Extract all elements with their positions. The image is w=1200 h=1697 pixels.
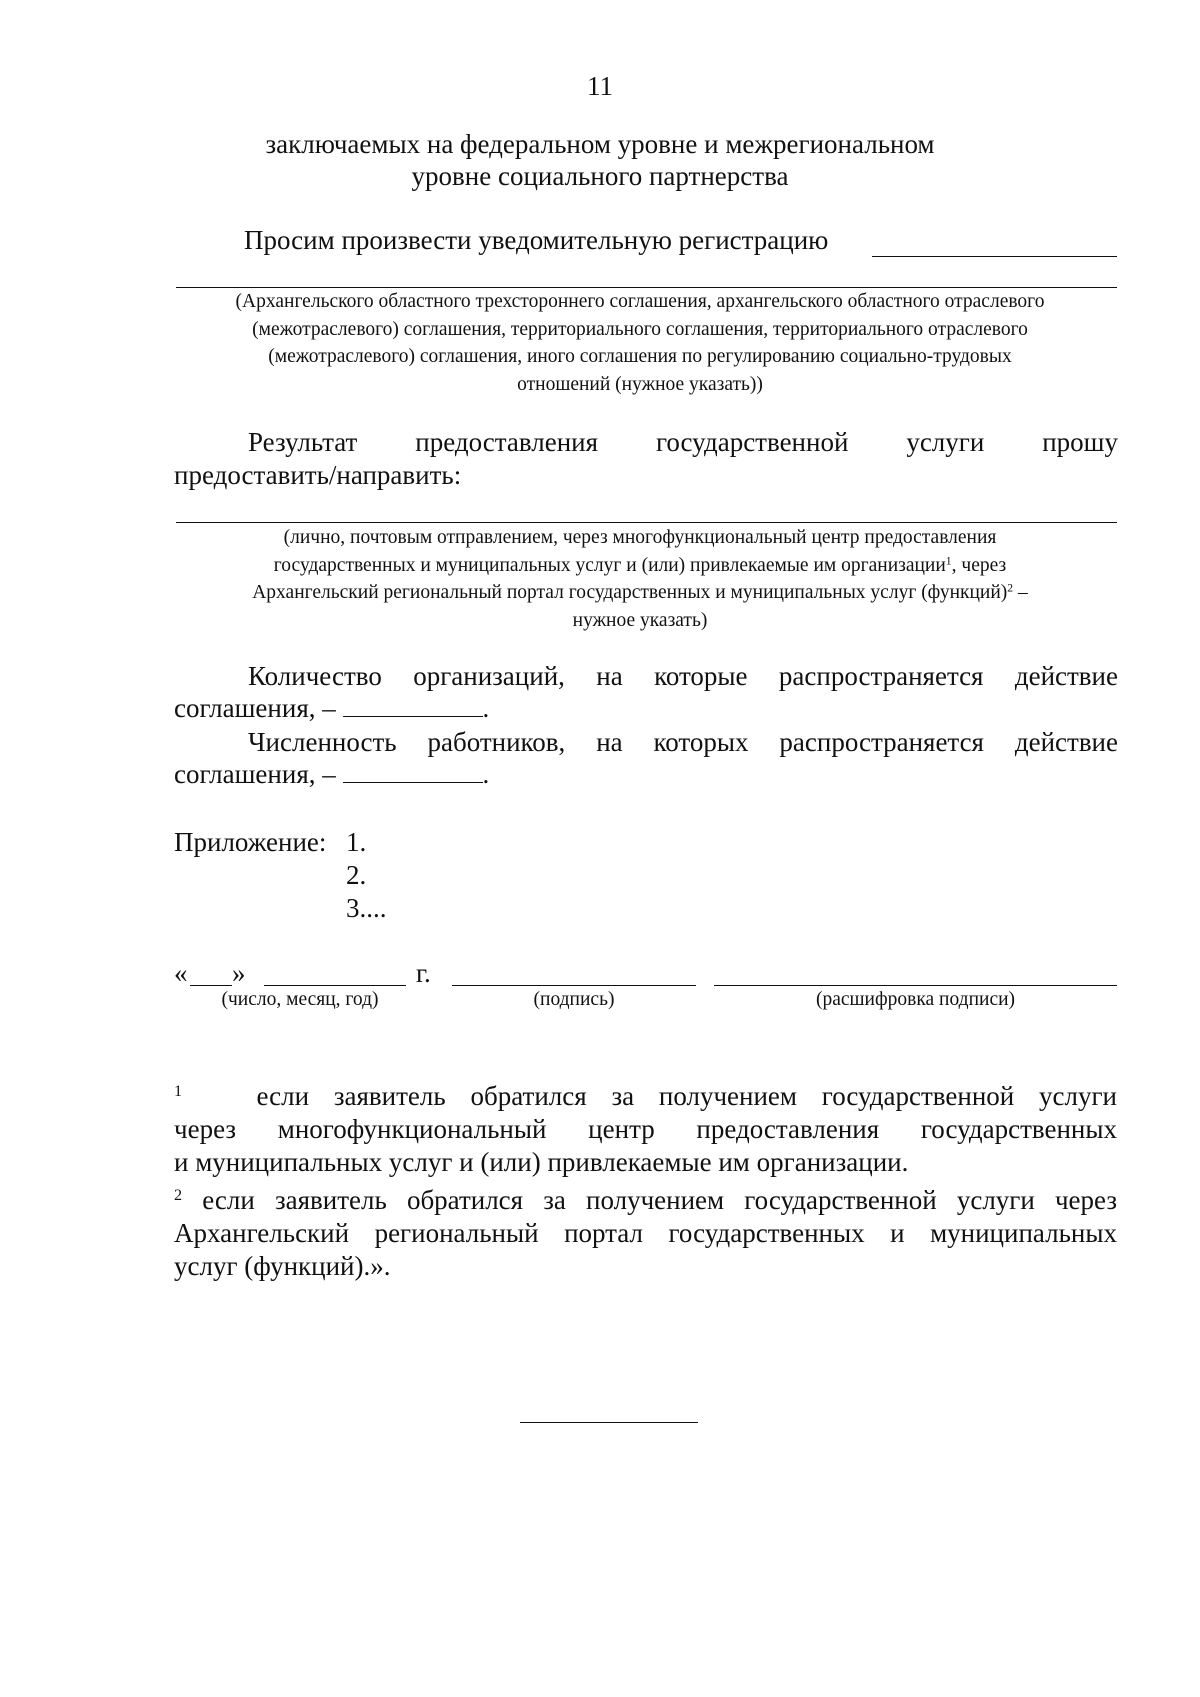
registration-hint-line: (Архангельского областного трехстороннего соглашения, архангельского областного отраслевого xyxy=(235,291,1045,312)
footnote-1-line-2: через многофункциональный центр предоставления государственных xyxy=(174,1114,1117,1144)
result-line-1 xyxy=(248,426,1118,458)
attachment-item: 2. xyxy=(346,860,367,890)
workers-count-blank[interactable] xyxy=(343,760,483,783)
registration-hint-line: (межотраслевого) соглашения, иного соглашения по регулированию социально-трудовых xyxy=(268,346,1012,367)
heading-line-1: заключаемых на федеральном уровне и межрегиональном xyxy=(265,129,935,159)
workers-label: соглашения, – xyxy=(174,759,336,789)
footnote-ref-1: 1 xyxy=(945,554,952,568)
orgs-line-2 xyxy=(174,692,489,724)
result-line-2: предоставить/направить: xyxy=(174,460,462,490)
result-word: Результат xyxy=(248,427,358,457)
result-hint-text: Архангельский региональный портал государственных и муниципальных услуг (функций) xyxy=(252,582,1008,603)
footnote-1-line-3: и муниципальных услуг и (или) привлекаемые им организации. xyxy=(174,1147,909,1177)
result-word: прошу xyxy=(1042,427,1118,457)
workers-line-2 xyxy=(174,758,489,790)
signature-label: (подпись) xyxy=(533,989,615,1010)
result-word: государственной xyxy=(655,427,849,457)
registration-blank-inline[interactable] xyxy=(872,256,1117,257)
attachment-label: Приложение: xyxy=(174,827,327,857)
date-quote-close: » xyxy=(232,958,246,988)
orgs-period: . xyxy=(482,693,490,723)
page-number: 11 xyxy=(587,71,613,101)
date-quote-open: « xyxy=(174,958,188,988)
footnote-2-line-2: Архангельский региональный портал государственных и муниципальных xyxy=(174,1218,1117,1248)
result-hint xyxy=(140,524,1140,634)
footnote-2-text: если заявитель обратился за получением государственной услуги через xyxy=(202,1185,1118,1215)
result-word: предоставления xyxy=(415,427,599,457)
footnote-2-mark: 2 xyxy=(174,1186,183,1205)
result-hint-line: (лично, почтовым отправлением, через многофункциональный центр предоставления xyxy=(283,527,997,548)
date-label: (число, месяц, год) xyxy=(221,989,379,1010)
footnote-ref-2: 2 xyxy=(1007,581,1014,595)
workers-line-1: Численность работников, на которых распространяется действие xyxy=(248,727,1118,757)
result-blank-line[interactable] xyxy=(176,522,1117,523)
result-hint-text: – xyxy=(1013,582,1028,603)
closing-separator xyxy=(520,1422,698,1423)
signature-decode-label: (расшифровка подписи) xyxy=(815,989,1016,1010)
orgs-line-1: Количество организаций, на которые распространяется действие xyxy=(248,661,1118,691)
result-hint-text: государственных и муниципальных услуг и (или) привлекаемые им организации xyxy=(273,554,946,576)
year-suffix: г. xyxy=(416,958,431,988)
attachment-item: 3.... xyxy=(346,893,387,923)
result-hint-line xyxy=(140,579,1140,607)
registration-request: Просим произвести уведомительную регистрацию xyxy=(244,225,829,255)
footnote-1-line-1 xyxy=(174,1080,1117,1112)
footnote-1-text: если заявитель обратился за получением государственной услуги xyxy=(256,1081,1118,1111)
result-hint-line xyxy=(140,552,1140,580)
footnote-2-line-3: услуг (функций).». xyxy=(174,1251,391,1281)
registration-hint-line: (межотраслевого) соглашения, территориального соглашения, территориального отраслевого xyxy=(252,318,1028,340)
result-word: услуги xyxy=(906,427,985,457)
result-hint-text: , через xyxy=(951,554,1007,576)
orgs-label: соглашения, – xyxy=(174,693,336,723)
attachment-item: 1. xyxy=(346,827,367,857)
registration-hint xyxy=(140,288,1140,398)
workers-period: . xyxy=(482,759,490,789)
footnote-2-line-1 xyxy=(174,1184,1117,1216)
orgs-count-blank[interactable] xyxy=(343,694,483,717)
result-hint-line: нужное указать) xyxy=(572,609,708,631)
footnote-1-mark: 1 xyxy=(174,1082,183,1101)
heading-line-2: уровне социального партнерства xyxy=(411,161,789,191)
registration-hint-line: отношений (нужное указать)) xyxy=(517,373,763,395)
